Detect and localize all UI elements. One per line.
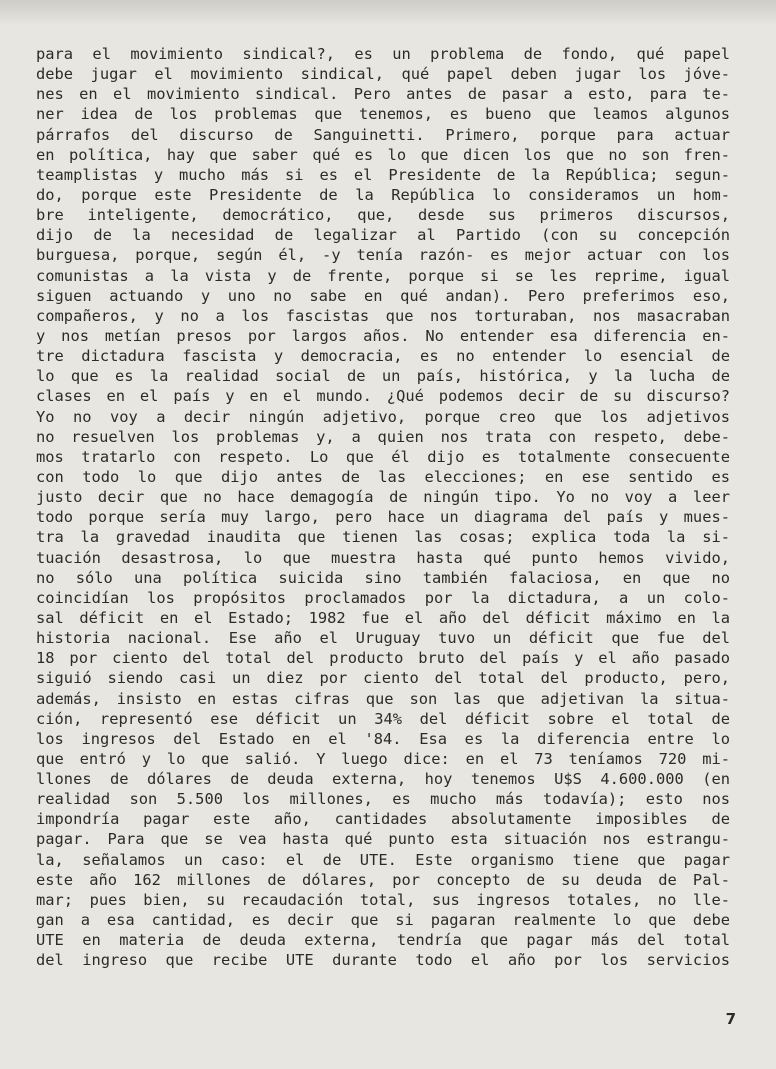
- text-line: clases en el país y en el mundo. ¿Qué podemos decir de su discurso?: [36, 387, 730, 406]
- text-line: burguesa, porque, según él, -y tenía razón- es mejor actuar con los: [36, 246, 730, 265]
- text-line: y nos metían presos por largos años. No entender esa diferencia en-: [36, 326, 730, 345]
- text-line: lo que es la realidad social de un país, histórica, y la lucha de: [36, 367, 730, 386]
- text-line: Yo no voy a decir ningún adjetivo, porque creo que los adjetivos: [36, 407, 730, 426]
- text-line: que entró y lo que salió. Y luego dice: en el 73 teníamos 720 mi-: [36, 749, 730, 768]
- text-line: ner idea de los problemas que tenemos, es bueno que leamos algunos: [36, 105, 730, 124]
- text-line: mar; pues bien, su recaudación total, sus ingresos totales, no lle-: [36, 890, 730, 909]
- text-line: 18 por ciento del total del producto bruto del país y el año pasado: [36, 649, 730, 668]
- text-line: tra la gravedad inaudita que tienen las cosas; explica toda la si-: [36, 528, 730, 547]
- text-line: bre inteligente, democrático, que, desde sus primeros discursos,: [36, 206, 730, 225]
- text-line: pagar. Para que se vea hasta qué punto esta situación nos estrangu-: [36, 830, 730, 849]
- text-line: no resuelven los problemas y, a quien nos trata con respeto, debe-: [36, 427, 730, 446]
- text-line: gan a esa cantidad, es decir que si pagaran realmente lo que debe: [36, 911, 730, 930]
- text-line: para el movimiento sindical?, es un problema de fondo, qué papel: [36, 45, 730, 63]
- text-line: con todo lo que dijo antes de las elecciones; en ese sentido es: [36, 467, 730, 486]
- text-line: siguió siendo casi un diez por ciento del total del producto, pero,: [36, 669, 730, 688]
- text-line: realidad son 5.500 los millones, es mucho más todavía); esto nos: [36, 790, 730, 809]
- text-line: justo decir que no hace demagogía de ningún tipo. Yo no voy a leer: [36, 488, 730, 507]
- text-line: este año 162 millones de dólares, por concepto de su deuda de Pal-: [36, 870, 730, 889]
- page-top-shadow: [0, 0, 776, 26]
- text-line: ción, representó ese déficit un 34% del déficit sobre el total de: [36, 709, 730, 728]
- text-line: comunistas a la vista y de frente, porque si se les reprime, igual: [36, 266, 730, 285]
- text-line: en política, hay que saber qué es lo que dicen los que no son fren-: [36, 145, 730, 164]
- text-line: sal déficit en el Estado; 1982 fue el año del déficit máximo en la: [36, 608, 730, 627]
- text-line: teamplistas y mucho más si es el Presidente de la República; segun-: [36, 165, 730, 184]
- text-line: historia nacional. Ese año el Uruguay tuvo un déficit que fue del: [36, 629, 730, 648]
- text-line: impondría pagar este año, cantidades absolutamente imposibles de: [36, 810, 730, 829]
- text-line: todo porque sería muy largo, pero hace un diagrama del país y mues-: [36, 508, 730, 527]
- text-line: no sólo una política suicida sino también falaciosa, en que no: [36, 568, 730, 587]
- text-line: del ingreso que recibe UTE durante todo el año por los servicios: [36, 951, 730, 970]
- page-number: 7: [725, 1010, 736, 1028]
- text-line: párrafos del discurso de Sanguinetti. Primero, porque para actuar: [36, 125, 730, 144]
- text-line: los ingresos del Estado en el '84. Esa es la diferencia entre lo: [36, 729, 730, 748]
- text-line: llones de dólares de deuda externa, hoy tenemos U$S 4.600.000 (en: [36, 770, 730, 789]
- text-line: nes en el movimiento sindical. Pero antes de pasar a esto, para te-: [36, 85, 730, 104]
- text-line: tuación desastrosa, lo que muestra hasta qué punto hemos vivido,: [36, 548, 730, 567]
- body-text: [36, 44, 730, 970]
- text-line: tre dictadura fascista y democracia, es no entender lo esencial de: [36, 347, 730, 366]
- text-line: mos tratarlo con respeto. Lo que él dijo es totalmente consecuente: [36, 447, 730, 466]
- text-line: coincidían los propósitos proclamados por la dictadura, a un colo-: [36, 588, 730, 607]
- text-line: UTE en materia de deuda externa, tendría que pagar más del total: [36, 931, 730, 950]
- text-line: además, insisto en estas cifras que son las que adjetivan la situa-: [36, 689, 730, 708]
- text-line: la, señalamos un caso: el de UTE. Este organismo tiene que pagar: [36, 850, 730, 869]
- text-line: compañeros, y no a los fascistas que nos torturaban, nos masacraban: [36, 306, 730, 325]
- text-line: siguen actuando y uno no sabe en qué andan). Pero preferimos eso,: [36, 286, 730, 305]
- text-line: dijo de la necesidad de legalizar al Partido (con su concepción: [36, 226, 730, 245]
- text-line: do, porque este Presidente de la República lo consideramos un hom-: [36, 185, 730, 204]
- text-line: debe jugar el movimiento sindical, qué papel deben jugar los jóve-: [36, 65, 730, 84]
